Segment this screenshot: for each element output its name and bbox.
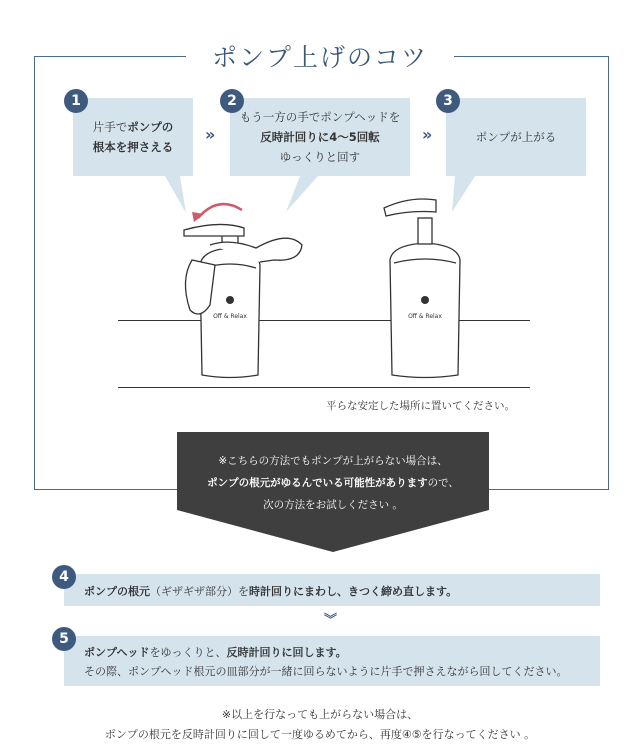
- step-1-bold-2: 根本を押さえる: [92, 140, 174, 154]
- step-1-bubble: [73, 98, 193, 176]
- warning-text: [177, 450, 489, 516]
- step-1-text: 片手で: [92, 120, 128, 134]
- chevron-down-icon: ︾: [324, 613, 338, 628]
- brand-logo-icon: [226, 296, 234, 304]
- step-5-bar: [64, 636, 600, 686]
- brand-logo-icon: [421, 296, 429, 304]
- step-3-bubble: [446, 98, 586, 176]
- step-2-text: もう一方の手でポンプヘッドを: [239, 110, 401, 124]
- step-2-bubble: [230, 98, 410, 176]
- footer-line-2: ポンプの根元を反時計回りに回して一度ゆるめてから、再度④⑤を行なってください 。: [104, 728, 536, 741]
- step-4-bold-2: 時計回りにまわし、きつく締め直します。: [249, 585, 458, 598]
- warning-tail: ので、: [427, 477, 459, 489]
- step-5-line-2: その際、ポンプヘッド根元の皿部分が一緒に回らないように片手で押さえながら回してください。: [84, 665, 568, 678]
- step-5-text: をゆっくりと、: [149, 646, 227, 659]
- surface-note: 平らな安定した場所に置いてください。: [326, 400, 515, 412]
- chevron-right-icon: »: [422, 125, 429, 144]
- rotate-arrow-icon: [198, 204, 242, 218]
- step-1-bold: ポンプの: [127, 120, 174, 134]
- step-4-bar: [64, 574, 600, 606]
- pump-neck-icon: [418, 218, 432, 244]
- warning-bold: ポンプの根元がゆるんでいる可能性があります: [207, 477, 428, 489]
- step-2-number: 2: [220, 89, 244, 113]
- step-1-number: 1: [64, 89, 88, 113]
- bottle-illustration-left: [170, 190, 310, 390]
- bottle-body-icon: [390, 243, 460, 378]
- step-3-text: ポンプが上がる: [475, 130, 557, 144]
- step-5-bold: ポンプヘッド: [84, 646, 150, 659]
- footer-line-1: ※以上を行なっても上がらない場合は、: [221, 708, 419, 721]
- step-4-bold: ポンプの根元: [84, 585, 150, 598]
- bottle-brand-label: Off & Relax: [213, 313, 247, 320]
- step-4-number: 4: [52, 565, 76, 589]
- warning-line-1: ※こちらの方法でもポンプが上がらない場合は、: [218, 455, 448, 467]
- step-2-bold: 反時計回りに4〜5回転: [260, 130, 380, 144]
- step-5-bold-2: 反時計回りに回します。: [226, 646, 347, 659]
- step-3-number: 3: [436, 89, 460, 113]
- page-title: ポンプ上げのコツ: [186, 42, 454, 74]
- pump-head-icon: [384, 199, 436, 216]
- step-2-text-3: ゆっくりと回す: [279, 150, 361, 164]
- bottle-brand-label: Off & Relax: [408, 313, 442, 320]
- step-5-number: 5: [52, 627, 76, 651]
- pump-head-icon: [184, 224, 244, 236]
- chevron-right-icon: »: [205, 125, 212, 144]
- step-4-text: （ギザギザ部分）を: [150, 585, 249, 598]
- warning-line-3: 次の方法をお試しください 。: [263, 499, 403, 511]
- bottle-illustration-right: [380, 190, 490, 390]
